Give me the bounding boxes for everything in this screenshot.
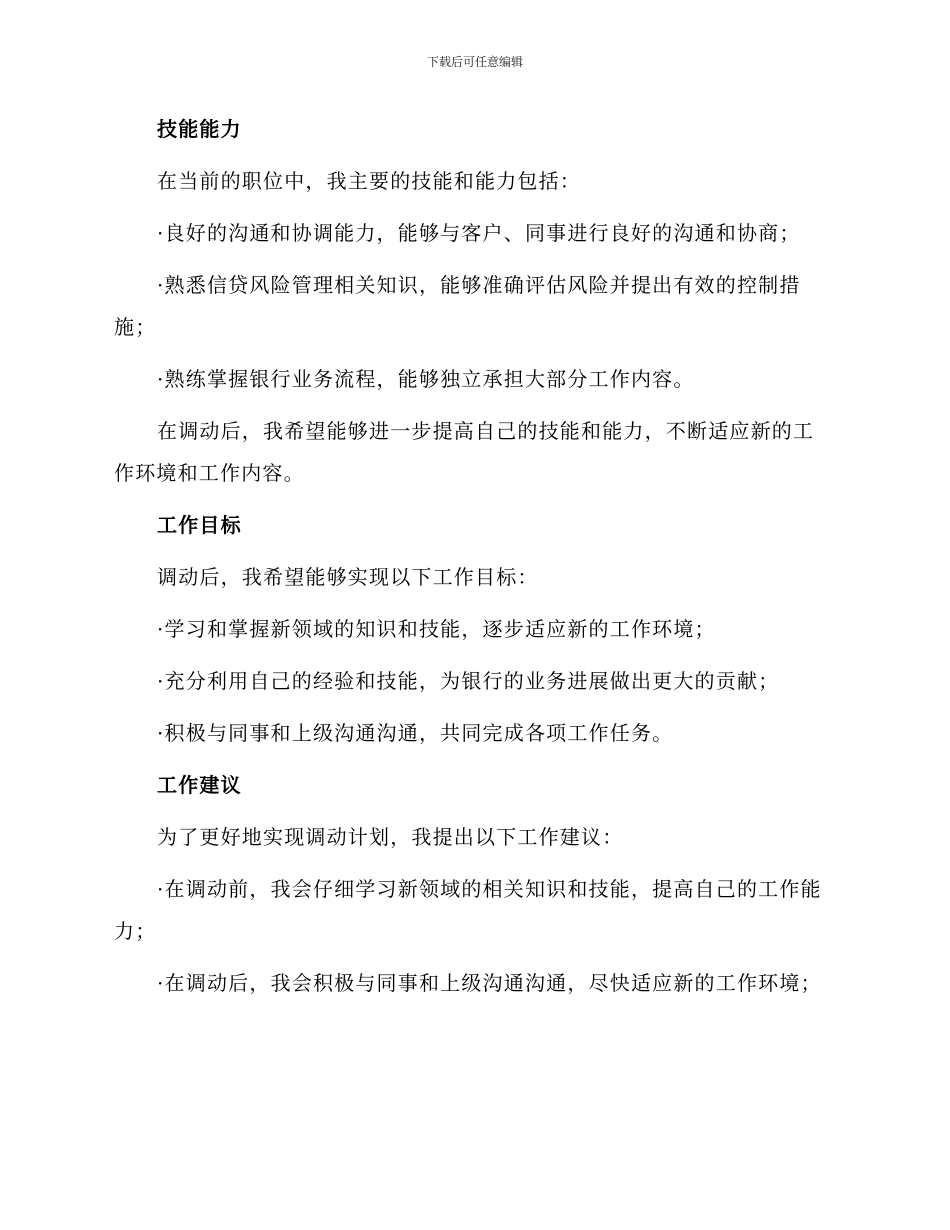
bullet-item: ·在调动后，我会积极与同事和上级沟通沟通，尽快适应新的工作环境； xyxy=(157,971,822,995)
section-outro-skills: 在调动后，我希望能够进一步提高自己的技能和能力，不断适应新的工作环境和工作内容。 xyxy=(114,419,815,485)
section-intro-skills: 在当前的职位中，我主要的技能和能力包括： xyxy=(157,169,581,193)
section-intro-goals: 调动后，我希望能够实现以下工作目标： xyxy=(157,565,539,589)
section-heading-goals: 工作目标 xyxy=(157,513,242,537)
bullet-item: ·良好的沟通和协调能力，能够与客户、同事进行良好的沟通和协商； xyxy=(157,221,801,245)
bullet-item: ·积极与同事和上级沟通沟通，共同完成各项工作任务。 xyxy=(157,721,674,745)
section-intro-suggestions: 为了更好地实现调动计划，我提出以下工作建议： xyxy=(157,825,624,849)
bullet-item: ·充分利用自己的经验和技能，为银行的业务进展做出更大的贡献； xyxy=(157,669,780,693)
document-body xyxy=(114,108,832,1014)
bullet-item: ·熟练掌握银行业务流程，能够独立承担大部分工作内容。 xyxy=(157,367,695,391)
section-heading-suggestions: 工作建议 xyxy=(157,773,242,797)
section-heading-skills: 技能能力 xyxy=(157,117,242,141)
bullet-item: ·在调动前，我会仔细学习新领域的相关知识和技能，提高自己的工作能力； xyxy=(114,877,822,943)
bullet-item: ·学习和掌握新领域的知识和技能，逐步适应新的工作环境； xyxy=(157,617,716,641)
page-header-note: 下载后可任意编辑 xyxy=(426,55,523,69)
bullet-item: ·熟悉信贷风险管理相关知识，能够准确评估风险并提出有效的控制措施； xyxy=(114,273,801,339)
